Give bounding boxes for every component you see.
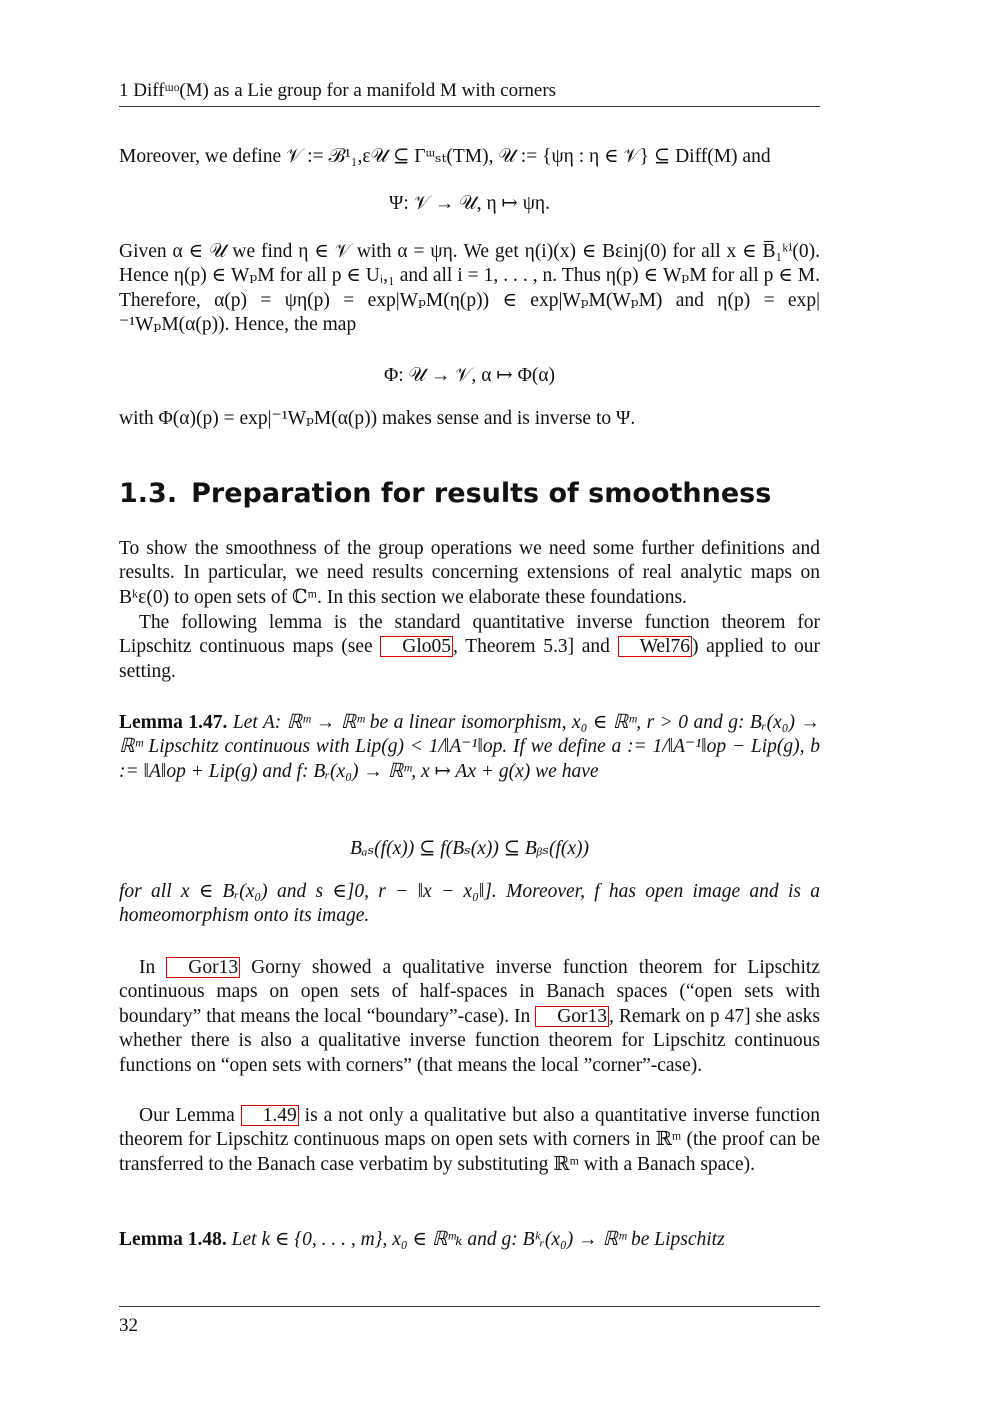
paragraph-given-alpha: Given α ∈ 𝒰 we find η ∈ 𝒱 with α = ψη. We get η(i)(x) ∈ Bεinj(0) for all x ∈ B̅₁ᵏⁱ(0). Hence η(p) ∈ WₚM for all p ∈ Uᵢ,₁ and all i = 1, . . . , n. Thus η(p) ∈ WₚM for all p ∈ M. Therefore, α(p) = ψη(p) = exp|WₚM(η(p)) ∈ exp|WₚM(WₚM) and η(p) = exp|⁻¹WₚM(α(p)). Hence, the map (119, 241, 820, 336)
paragraph-text: Gorny showed a qualitative inverse function theorem for Lipschitz continuous maps on open sets of half-spaces in Banach spaces (“open sets with boundary” that means the local “boundary”-case). In (119, 957, 820, 1027)
paragraph-text: The following lemma is the standard quantitative inverse function theorem for Lipschitz continuous maps (see (119, 612, 820, 658)
paragraph-smoothness-intro: To show the smoothness of the group operations we need some further definitions and results. In particular, we need results concerning extensions of real analytic maps on Bᵏε(0) to open sets of ℂᵐ. In this section we elaborate these foundations. (119, 538, 820, 608)
section-title: Preparation for results of smoothness (191, 478, 772, 509)
equation-psi-map: Ψ: 𝒱 → 𝒰, η ↦ ψη. (388, 193, 551, 214)
running-header: 1 Diffᵚᵒ(M) as a Lie group for a manifold M with corners (119, 80, 557, 101)
paragraph-text: is a not only a qualitative but also a quantitative inverse function theorem for Lipschitz continuous maps on open sets with corners in ℝᵐ (the proof can be transferred to the Banach case verbatim by substituting ℝᵐ with a Banach space). (119, 1105, 820, 1175)
paragraph-definitions: Moreover, we define 𝒱 := ℬ¹₁,ε𝒰 ⊆ Γᵚₛₜ(TM), 𝒰 := {ψη : η ∈ 𝒱} ⊆ Diff(M) and (119, 146, 771, 167)
paragraph-text: Our Lemma (139, 1105, 241, 1126)
paragraph-lemma-intro (119, 611, 820, 684)
paragraph-text: , Remark on p 47] she asks whether there is also a qualitative inverse function theorem for Lipschitz continuous functions on “open sets with corners” (that means the local ”corner”-case). (119, 1005, 820, 1076)
page-number: 32 (119, 1315, 138, 1336)
equation-phi-map: Φ: 𝒰 → 𝒱, α ↦ Φ(α) (383, 365, 556, 386)
footer-rule (119, 1306, 820, 1307)
paragraph-phi-inverse: with Φ(α)(p) = exp|⁻¹WₚM(α(p)) makes sense and is inverse to Ψ. (119, 408, 636, 429)
lemma-1-47 (119, 711, 820, 784)
lemma-1-48 (119, 1228, 820, 1252)
lemma-ref-link-1-49[interactable]: 1.49 (241, 1105, 299, 1126)
paragraph-text: In (139, 957, 167, 978)
paragraph-text: , Theorem 5.3] and (453, 636, 618, 658)
paragraph-our-lemma (119, 1104, 820, 1177)
citation-link-wel76[interactable]: Wel76 (618, 636, 692, 657)
lemma-text: Let A: ℝᵐ → ℝᵐ be a linear isomorphism, x₀ ∈ ℝᵐ, r > 0 and g: Bᵣ(x₀) → ℝᵐ Lipschitz continuous with Lip(g) < 1/‖A⁻¹‖op. If we define a := 1/‖A⁻¹‖op − Lip(g), b := ‖A‖op + Lip(g) and f: Bᵣ(x₀) → ℝᵐ, x ↦ Ax + g(x) we have (119, 712, 820, 782)
citation-link-gor13-remark[interactable]: Gor13 (535, 1006, 609, 1027)
lemma-label: Lemma 1.48. (119, 1229, 227, 1250)
lemma-1-47-equation: Bₐₛ(f(x)) ⊆ f(Bₛ(x)) ⊆ Bᵦₛ(f(x)) (349, 838, 589, 859)
paragraph-text: ) applied to our setting. (119, 636, 820, 682)
section-number: 1.3. (119, 478, 178, 509)
citation-link-glo05[interactable]: Glo05 (380, 636, 453, 657)
paragraph-gorny (119, 956, 820, 1078)
lemma-text: Let k ∈ {0, . . . , m}, x₀ ∈ ℝᵐₖ and g: Bᵏᵣ(x₀) → ℝᵐ be Lipschitz (231, 1229, 725, 1250)
header-rule (119, 106, 820, 107)
lemma-label: Lemma 1.47. (119, 712, 228, 733)
citation-link-gor13[interactable]: Gor13 (166, 957, 240, 978)
section-heading (119, 478, 771, 509)
lemma-1-47-conclusion: for all x ∈ Bᵣ(x₀) and s ∈]0, r − ‖x − x₀‖]. Moreover, f has open image and is a homeomorphism onto its image. (119, 881, 820, 927)
